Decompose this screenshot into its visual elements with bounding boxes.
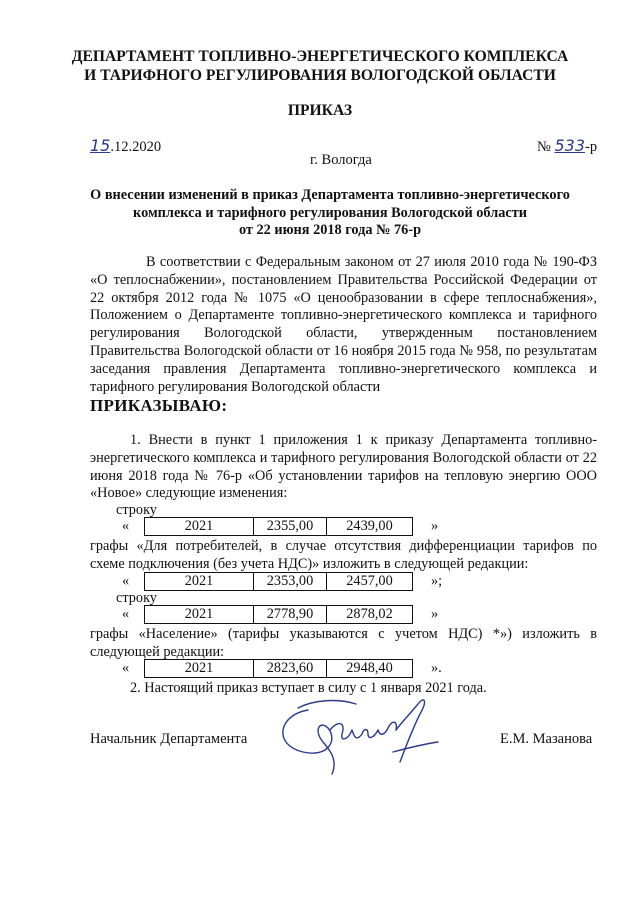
cell-year: 2021 <box>145 660 254 677</box>
tariff-table-2 <box>144 572 413 591</box>
number-prefix: № <box>537 139 551 155</box>
item-2-paragraph: 2. Настоящий приказ вступает в силу с 1 января 2021 года. <box>130 680 487 696</box>
cell-year: 2021 <box>145 573 254 590</box>
tariff-table-1 <box>144 517 413 536</box>
open-quote: « <box>122 606 130 622</box>
department-name <box>0 47 640 85</box>
city: г. Вологда <box>310 152 372 168</box>
open-quote: « <box>122 660 130 676</box>
subject-line-2: комплекса и тарифного регулирования Вологодской области <box>133 204 527 221</box>
preamble-paragraph: В соответствии с Федеральным законом от 27 июля 2010 года № 190-ФЗ «О теплоснабжении», постановлением Правительства Российской Федерации от 22 октября 2012 года № 1075 «О ценообразовании в сфере теплоснабжения», Положением о Департаменте топливно-энергетического комплекса и тарифного регулирования Вологодской области, утвержденным постановлением Правительства Вологодской области от 16 ноября 2015 года № 958, по результатам заседания правления Департамента топливно-энергетического комплекса и тарифного регулирования Вологодской области <box>90 254 597 395</box>
department-line-1: ДЕПАРТАМЕНТ ТОПЛИВНО-ЭНЕРГЕТИЧЕСКОГО КОМПЛЕКСА <box>71 48 569 65</box>
close-quote: » <box>431 606 439 622</box>
number-handwritten: 533 <box>554 136 586 155</box>
cell-year: 2021 <box>145 606 254 623</box>
graph-paragraph-1: графы «Для потребителей, в случае отсутствия дифференциации тарифов по схеме подключения (без учета НДС)» изложить в следующей редакции: <box>90 538 597 572</box>
signatory-title: Начальник Департамента <box>90 731 248 747</box>
order-word: ПРИКАЗЫВАЮ: <box>90 396 228 415</box>
tariff-row-old-1 <box>122 517 472 536</box>
cell-year: 2021 <box>145 518 254 535</box>
cell-value-2: 2439,00 <box>346 518 393 534</box>
close-quote: »; <box>431 573 443 589</box>
cell-value-1: 2823,60 <box>254 660 327 677</box>
order-number <box>537 136 597 156</box>
order-date <box>90 136 161 156</box>
close-quote: » <box>431 518 439 534</box>
cell-value-1: 2353,00 <box>254 573 327 590</box>
subject-line-3: от 22 июня 2018 года № 76-р <box>238 222 422 238</box>
open-quote: « <box>122 518 130 534</box>
number-suffix: -р <box>585 139 598 155</box>
handwritten-signature <box>268 690 468 780</box>
cell-value-1: 2355,00 <box>254 518 327 535</box>
close-quote: ». <box>431 660 442 676</box>
cell-value-2: 2948,40 <box>346 660 393 676</box>
stroku-label-2: строку <box>116 590 157 606</box>
graph-paragraph-2: графы «Население» (тарифы указываются с учетом НДС) *») изложить в следующей редакции: <box>90 626 597 660</box>
tariff-table-4 <box>144 659 413 678</box>
signatory-name: Е.М. Мазанова <box>500 731 593 747</box>
date-printed: .12.2020 <box>110 139 162 155</box>
subject-line-1: О внесении изменений в приказ Департамента топливно-энергетического <box>90 187 570 203</box>
subject-heading <box>0 187 640 240</box>
cell-value-2: 2878,02 <box>346 606 393 622</box>
cell-value-2: 2457,00 <box>346 573 393 589</box>
tariff-row-new-1 <box>122 572 472 591</box>
tariff-row-new-2 <box>122 659 472 678</box>
tariff-row-old-2 <box>122 605 472 624</box>
department-line-2: И ТАРИФНОГО РЕГУЛИРОВАНИЯ ВОЛОГОДСКОЙ ОБЛАСТИ <box>84 67 556 84</box>
item-1-paragraph: 1. Внести в пункт 1 приложения 1 к приказу Департамента топливно-энергетического комплекса и тарифного регулирования Вологодской области от 22 июня 2018 года № 76-р «Об установлении тарифов на тепловую энергию ООО «Новое» следующие изменения: <box>90 432 597 502</box>
date-handwritten: 15 <box>90 136 111 155</box>
tariff-table-3 <box>144 605 413 624</box>
cell-value-1: 2778,90 <box>254 606 327 623</box>
open-quote: « <box>122 573 130 589</box>
document-type: ПРИКАЗ <box>287 102 353 119</box>
stroku-label-1: строку <box>116 502 157 518</box>
